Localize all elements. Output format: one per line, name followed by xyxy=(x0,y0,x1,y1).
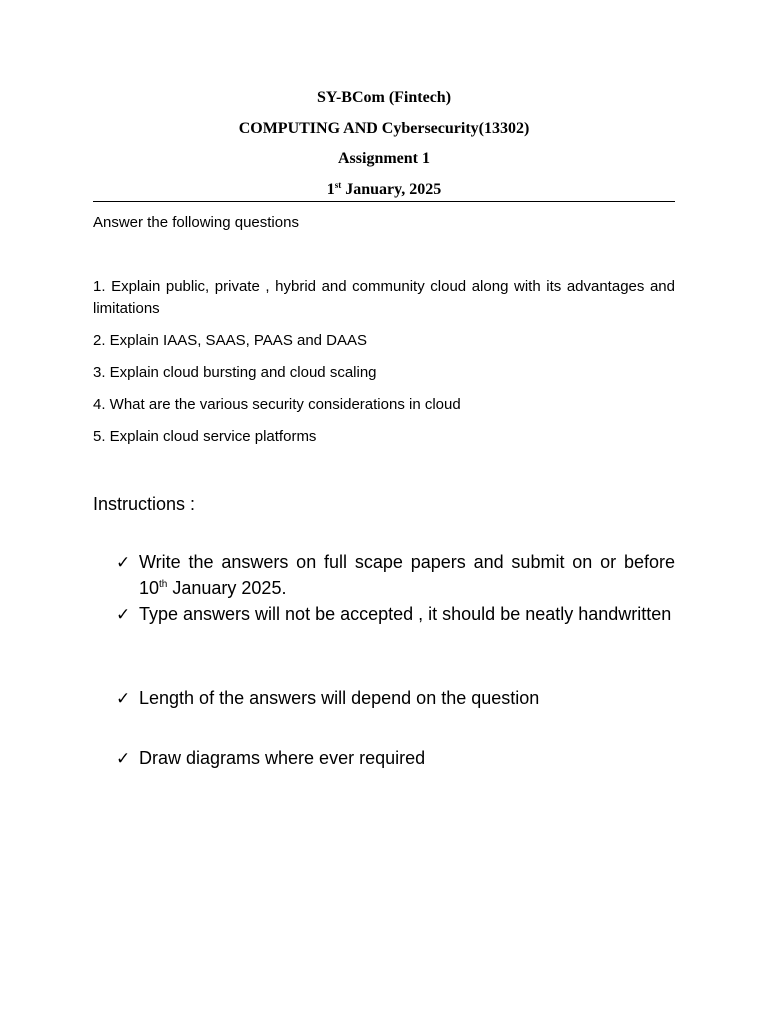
date-rest: January, 2025 xyxy=(341,180,442,198)
check-mark-icon: ✓ xyxy=(116,604,131,624)
intro-text: Answer the following questions xyxy=(93,214,299,231)
instruction-item xyxy=(93,550,675,601)
instruction-text-part: Write the answers on full scape papers and submit on or before 10 xyxy=(139,552,675,598)
instruction-text: Type answers will not be accepted , it should be neatly handwritten xyxy=(139,603,672,624)
instruction-superscript: th xyxy=(159,578,168,590)
instruction-text: Draw diagrams where ever required xyxy=(139,748,426,768)
question-item: 3. Explain cloud bursting and cloud scaling xyxy=(93,364,377,381)
check-mark-icon: ✓ xyxy=(116,553,131,572)
course-title: COMPUTING AND Cybersecurity(13302) xyxy=(238,119,530,137)
instructions-heading: Instructions : xyxy=(93,494,196,514)
instruction-text: Length of the answers will depend on the question xyxy=(139,688,540,708)
instruction-item xyxy=(93,602,675,628)
program-title: SY-BCom (Fintech) xyxy=(316,89,452,106)
check-mark-icon: ✓ xyxy=(116,749,131,768)
question-item: 2. Explain IAAS, SAAS, PAAS and DAAS xyxy=(93,332,368,349)
header-divider xyxy=(93,201,675,202)
instruction-text xyxy=(139,550,675,601)
date-day: 1 xyxy=(326,180,335,198)
document-header xyxy=(93,86,675,208)
question-item: 4. What are the various security considerations in cloud xyxy=(93,396,461,413)
date-suffix: st xyxy=(334,179,342,190)
check-mark-icon: ✓ xyxy=(116,689,131,708)
assignment-date xyxy=(93,178,675,209)
question-item: 5. Explain cloud service platforms xyxy=(93,428,317,445)
instruction-item xyxy=(93,686,675,712)
instruction-item xyxy=(93,746,675,772)
assignment-page xyxy=(93,0,675,1024)
question-item: 1. Explain public, private , hybrid and community cloud along with its advantages and limitations xyxy=(93,278,675,317)
assignment-title: Assignment 1 xyxy=(337,150,430,167)
instruction-text-part: January 2025. xyxy=(167,577,287,598)
question-list xyxy=(93,276,675,458)
